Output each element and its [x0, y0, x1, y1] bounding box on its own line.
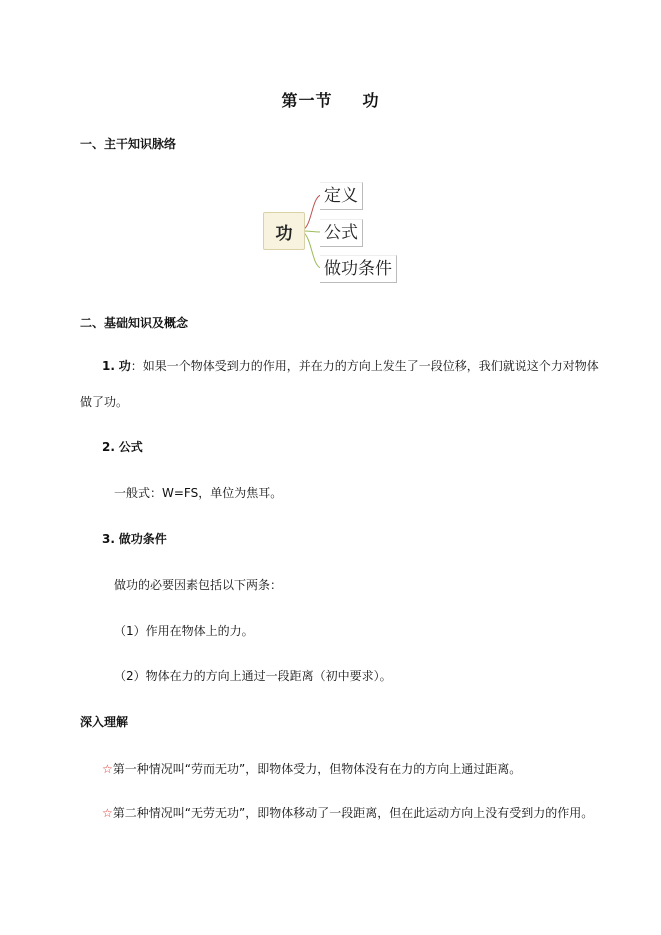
- connector-definition: [303, 195, 321, 230]
- deep-case-2-text: 第二种情况叫“无劳无功”，即物体移动了一段距离，但在此运动方向上没有受到力的作用。: [112, 806, 594, 820]
- mindmap-node-definition: 定义: [320, 182, 363, 210]
- item2-label: 公式: [118, 440, 143, 454]
- item3-condition-2: （2）物体在力的方向上通过一段距离（初中要求）。: [114, 669, 392, 683]
- section1-heading: 一、主干知识脉络: [80, 137, 177, 151]
- item1-label: 功: [118, 359, 131, 373]
- item1-text: ：如果一个物体受到力的作用，并在力的方向上发生了一段位移，我们就说这个力对物体: [130, 359, 599, 373]
- item1-paragraph: [102, 356, 602, 376]
- mindmap-node-formula: 公式: [320, 219, 363, 247]
- item1-text-continued: 做了功。: [80, 395, 129, 409]
- star-icon: ☆: [102, 762, 113, 776]
- title-topic: 功: [362, 91, 380, 110]
- deep-heading: 深入理解: [80, 715, 129, 729]
- deep-case-1: [102, 759, 622, 779]
- item3-number: 3.: [102, 532, 115, 546]
- mindmap-node-conditions: 做功条件: [320, 255, 397, 283]
- item1-number: 1.: [102, 359, 115, 373]
- item3-intro: 做功的必要因素包括以下两条：: [114, 578, 283, 592]
- mindmap-root: 功: [263, 212, 305, 250]
- title-section-number: 第一节: [281, 91, 333, 110]
- item2-number: 2.: [102, 440, 115, 454]
- item2-formula-text: 一般式：W=FS，单位为焦耳。: [114, 486, 283, 500]
- deep-case-1-text: 第一种情况叫“劳而无功”，即物体受力，但物体没有在力的方向上通过距离。: [112, 762, 522, 776]
- connector-formula: [303, 231, 321, 232]
- section2-heading: 二、基础知识及概念: [80, 316, 189, 330]
- connector-conditions: [303, 232, 321, 268]
- item3-condition-1: （1）作用在物体上的力。: [114, 624, 254, 638]
- star-icon: ☆: [102, 806, 113, 820]
- item3-label: 做功条件: [118, 532, 167, 546]
- item3-heading: [102, 529, 167, 549]
- item2-heading: [102, 437, 143, 457]
- deep-case-2: [102, 803, 642, 823]
